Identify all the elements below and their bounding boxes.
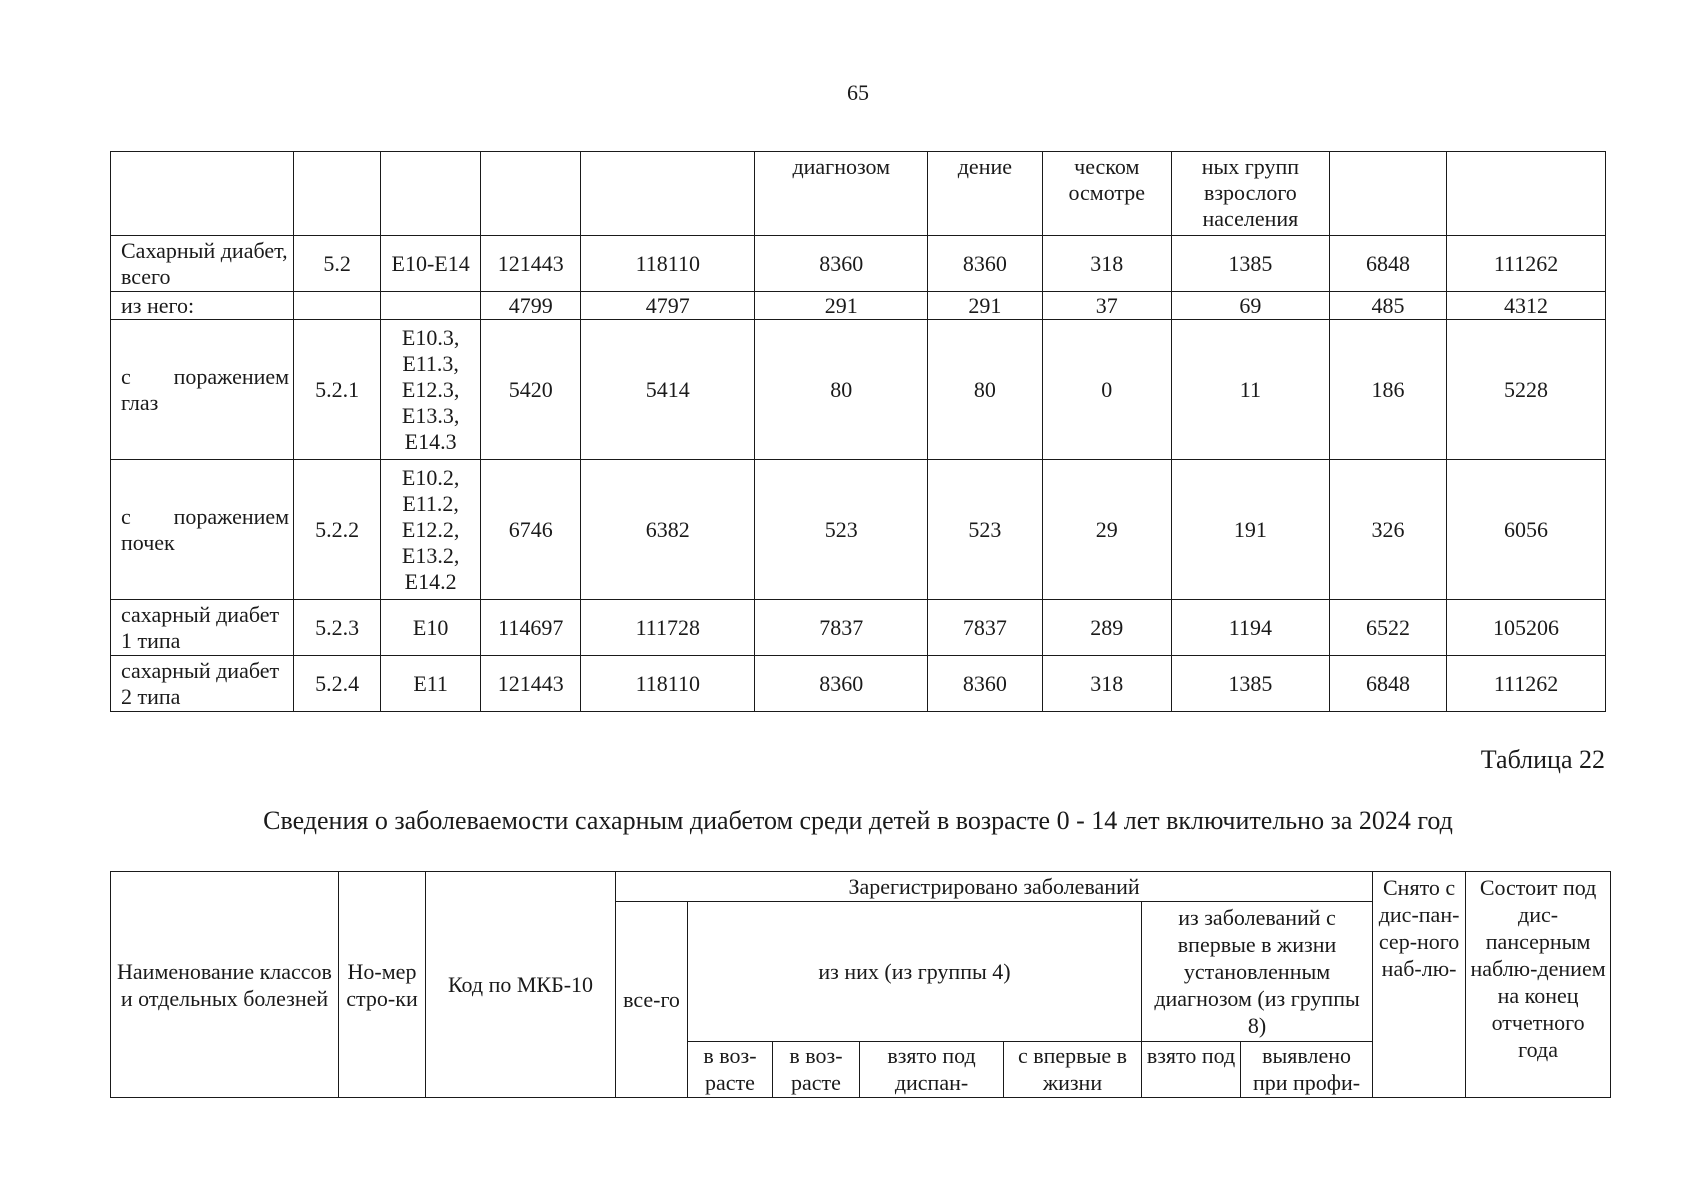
row-value: 8360	[755, 236, 928, 292]
header-cell	[381, 152, 481, 236]
row-line-number: 5.2.3	[294, 600, 381, 656]
row-name: сахарный диабет 2 типа	[111, 656, 294, 712]
row-value: 8360	[928, 236, 1042, 292]
row-value: 186	[1329, 320, 1446, 460]
row-value: 6746	[481, 460, 581, 600]
row-value: 121443	[481, 656, 581, 712]
row-name: Сахарный диабет, всего	[111, 236, 294, 292]
header-cell: дение	[928, 152, 1042, 236]
row-value: 523	[755, 460, 928, 600]
row-value: 118110	[581, 236, 755, 292]
diabetes-children-table-header	[110, 871, 1611, 1098]
row-line-number: 5.2.2	[294, 460, 381, 600]
table-caption: Таблица 22	[1480, 745, 1605, 774]
table-row	[111, 460, 1606, 600]
row-value: 485	[1329, 292, 1446, 320]
row-icd-code: E11	[381, 656, 481, 712]
row-value: 1385	[1172, 656, 1330, 712]
row-value: 6848	[1329, 236, 1446, 292]
page-number: 65	[847, 80, 869, 105]
row-value: 5414	[581, 320, 755, 460]
header-disease-name: Наименование классов и отдельных болезней	[111, 872, 339, 1098]
row-value: 114697	[481, 600, 581, 656]
header-sub: с впервые в жизни	[1004, 1042, 1142, 1098]
table-row	[111, 600, 1606, 656]
row-value: 8360	[928, 656, 1042, 712]
row-line-number	[294, 292, 381, 320]
header-cell	[581, 152, 755, 236]
row-value: 37	[1042, 292, 1171, 320]
row-icd-code: E10	[381, 600, 481, 656]
header-cell: диагнозом	[755, 152, 928, 236]
header-registered: Зарегистрировано заболеваний	[616, 872, 1373, 902]
header-line-number: Но-мер стро-ки	[339, 872, 426, 1098]
header-sub: выявлено при профи-	[1241, 1042, 1373, 1098]
row-value: 6848	[1329, 656, 1446, 712]
table-header-continuation	[111, 152, 1606, 236]
header-sub: взято под	[1142, 1042, 1241, 1098]
row-value: 6056	[1447, 460, 1606, 600]
header-cell	[294, 152, 381, 236]
row-value: 318	[1042, 236, 1171, 292]
row-value: 29	[1042, 460, 1171, 600]
row-value: 11	[1172, 320, 1330, 460]
row-value: 1385	[1172, 236, 1330, 292]
row-value: 6382	[581, 460, 755, 600]
row-value: 0	[1042, 320, 1171, 460]
header-of-them: из них (из группы 4)	[688, 902, 1142, 1042]
row-value: 6522	[1329, 600, 1446, 656]
row-value: 5420	[481, 320, 581, 460]
header-cell	[1447, 152, 1606, 236]
table-row	[111, 292, 1606, 320]
row-value: 111262	[1447, 236, 1606, 292]
row-value: 8360	[755, 656, 928, 712]
row-value: 118110	[581, 656, 755, 712]
row-icd-code: E10-E14	[381, 236, 481, 292]
header-consists: Состоит под дис-пансерным наблю-дением на конец отчетного года	[1466, 872, 1611, 1098]
row-icd-code	[381, 292, 481, 320]
row-icd-code: E10.2, E11.2, E12.2, E13.2, E14.2	[381, 460, 481, 600]
header-total: все-го	[616, 902, 688, 1098]
row-value: 326	[1329, 460, 1446, 600]
header-cell	[1329, 152, 1446, 236]
row-line-number: 5.2	[294, 236, 381, 292]
row-value: 4312	[1447, 292, 1606, 320]
row-name: из него:	[111, 292, 294, 320]
row-value: 291	[755, 292, 928, 320]
row-value: 7837	[755, 600, 928, 656]
row-value: 111728	[581, 600, 755, 656]
row-value: 7837	[928, 600, 1042, 656]
row-line-number: 5.2.4	[294, 656, 381, 712]
header-removed: Снято с дис-пан-сер-ного наб-лю-	[1373, 872, 1466, 1098]
row-value: 523	[928, 460, 1042, 600]
row-value: 191	[1172, 460, 1330, 600]
row-name: с поражением глаз	[111, 320, 294, 460]
header-sub: взято под диспан-	[860, 1042, 1004, 1098]
header-sub: в воз-расте	[688, 1042, 773, 1098]
row-value: 69	[1172, 292, 1330, 320]
header-sub: в воз-расте	[773, 1042, 860, 1098]
header-icd-code: Код по МКБ-10	[426, 872, 616, 1098]
row-value: 4799	[481, 292, 581, 320]
row-value: 105206	[1447, 600, 1606, 656]
header-cell	[111, 152, 294, 236]
row-value: 4797	[581, 292, 755, 320]
row-line-number: 5.2.1	[294, 320, 381, 460]
table-row	[111, 320, 1606, 460]
table-row	[111, 656, 1606, 712]
row-value: 5228	[1447, 320, 1606, 460]
row-name: сахарный диабет 1 типа	[111, 600, 294, 656]
row-value: 1194	[1172, 600, 1330, 656]
header-cell	[481, 152, 581, 236]
header-new-diagnosed: из заболеваний с впервые в жизни установленным диагнозом (из группы 8)	[1142, 902, 1373, 1042]
row-value: 80	[928, 320, 1042, 460]
table-row	[111, 236, 1606, 292]
row-value: 121443	[481, 236, 581, 292]
table-title: Сведения о заболеваемости сахарным диабетом среди детей в возрасте 0 - 14 лет включительно за 2024 год	[263, 806, 1453, 835]
diabetes-adults-table-continuation	[110, 151, 1606, 712]
row-value: 318	[1042, 656, 1171, 712]
header-cell: ных групп взрослого населения	[1172, 152, 1330, 236]
row-value: 80	[755, 320, 928, 460]
row-name: с поражением почек	[111, 460, 294, 600]
row-value: 111262	[1447, 656, 1606, 712]
row-value: 289	[1042, 600, 1171, 656]
header-cell: ческом осмотре	[1042, 152, 1171, 236]
row-value: 291	[928, 292, 1042, 320]
row-icd-code: E10.3, E11.3, E12.3, E13.3, E14.3	[381, 320, 481, 460]
